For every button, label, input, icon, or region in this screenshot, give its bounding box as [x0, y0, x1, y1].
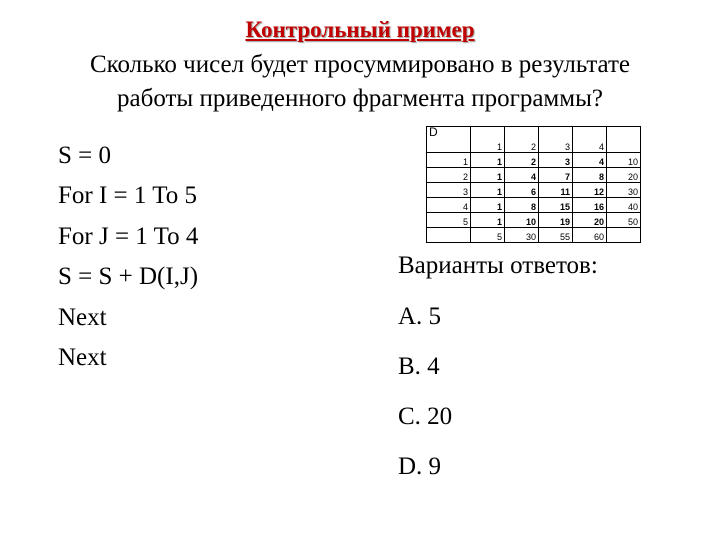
table-cell: 10 [505, 213, 539, 228]
question-line-1: Сколько чисел будет просуммировано в результате [89, 51, 631, 78]
column-header: 4 [573, 127, 607, 153]
table-cell: 1 [471, 213, 505, 228]
row-total: 20 [607, 168, 641, 183]
table-cell: 4 [573, 153, 607, 168]
answers-header: Варианты ответов: [398, 252, 598, 279]
code-line: For J = 1 To 4 [58, 222, 199, 250]
totals-label-cell [427, 228, 471, 243]
table-cell: 11 [539, 183, 573, 198]
table-cell: 2 [505, 153, 539, 168]
row-index: 4 [427, 198, 471, 213]
table-header-row [427, 127, 641, 153]
table-cell: 12 [573, 183, 607, 198]
column-header: 3 [539, 127, 573, 153]
table-row [427, 153, 641, 168]
column-header: 2 [505, 127, 539, 153]
column-total: 55 [539, 228, 573, 243]
array-grid [426, 126, 641, 243]
table-cell: 3 [539, 153, 573, 168]
code-line: For I = 1 To 5 [58, 182, 197, 210]
answer-option-a[interactable]: A. 5 [398, 303, 442, 330]
table-cell: 8 [573, 168, 607, 183]
code-line: S = 0 [58, 142, 112, 169]
row-index: 1 [427, 153, 471, 168]
table-cell: 20 [573, 213, 607, 228]
code-fragment [58, 136, 198, 378]
answer-option-c[interactable]: C. 20 [398, 403, 453, 430]
table-totals-row [427, 228, 641, 243]
row-total: 30 [607, 183, 641, 198]
table-cell: 15 [539, 198, 573, 213]
table-cell: 19 [539, 213, 573, 228]
table-row [427, 213, 641, 228]
column-total: 5 [471, 228, 505, 243]
question-line-2: работы приведенного фрагмента программы? [117, 85, 603, 112]
slide-title: Контрольный пример [245, 17, 475, 42]
column-header [607, 127, 641, 153]
code-line: S = S + D(I,J) [58, 263, 199, 291]
answer-option-d[interactable]: D. 9 [398, 453, 442, 480]
table-cell: 6 [505, 183, 539, 198]
row-index: 2 [427, 168, 471, 183]
array-table [426, 126, 641, 243]
row-total: 40 [607, 198, 641, 213]
column-total [607, 228, 641, 243]
table-cell: 7 [539, 168, 573, 183]
table-cell: 1 [471, 168, 505, 183]
column-header: 1 [471, 127, 505, 153]
table-cell: 16 [573, 198, 607, 213]
code-line: Next [58, 303, 107, 331]
row-total: 10 [607, 153, 641, 168]
row-index: 5 [427, 213, 471, 228]
question-text [0, 48, 720, 116]
table-row [427, 183, 641, 198]
column-total: 60 [573, 228, 607, 243]
table-cell: 1 [471, 183, 505, 198]
table-corner-label: D [427, 127, 471, 153]
column-total: 30 [505, 228, 539, 243]
table-cell: 8 [505, 198, 539, 213]
row-total: 50 [607, 213, 641, 228]
table-cell: 1 [471, 153, 505, 168]
table-row [427, 168, 641, 183]
table-cell: 4 [505, 168, 539, 183]
answer-options [398, 252, 598, 492]
row-index: 3 [427, 183, 471, 198]
table-cell: 1 [471, 198, 505, 213]
answer-option-b[interactable]: B. 4 [398, 353, 440, 380]
table-row [427, 198, 641, 213]
code-line: Next [58, 344, 107, 372]
